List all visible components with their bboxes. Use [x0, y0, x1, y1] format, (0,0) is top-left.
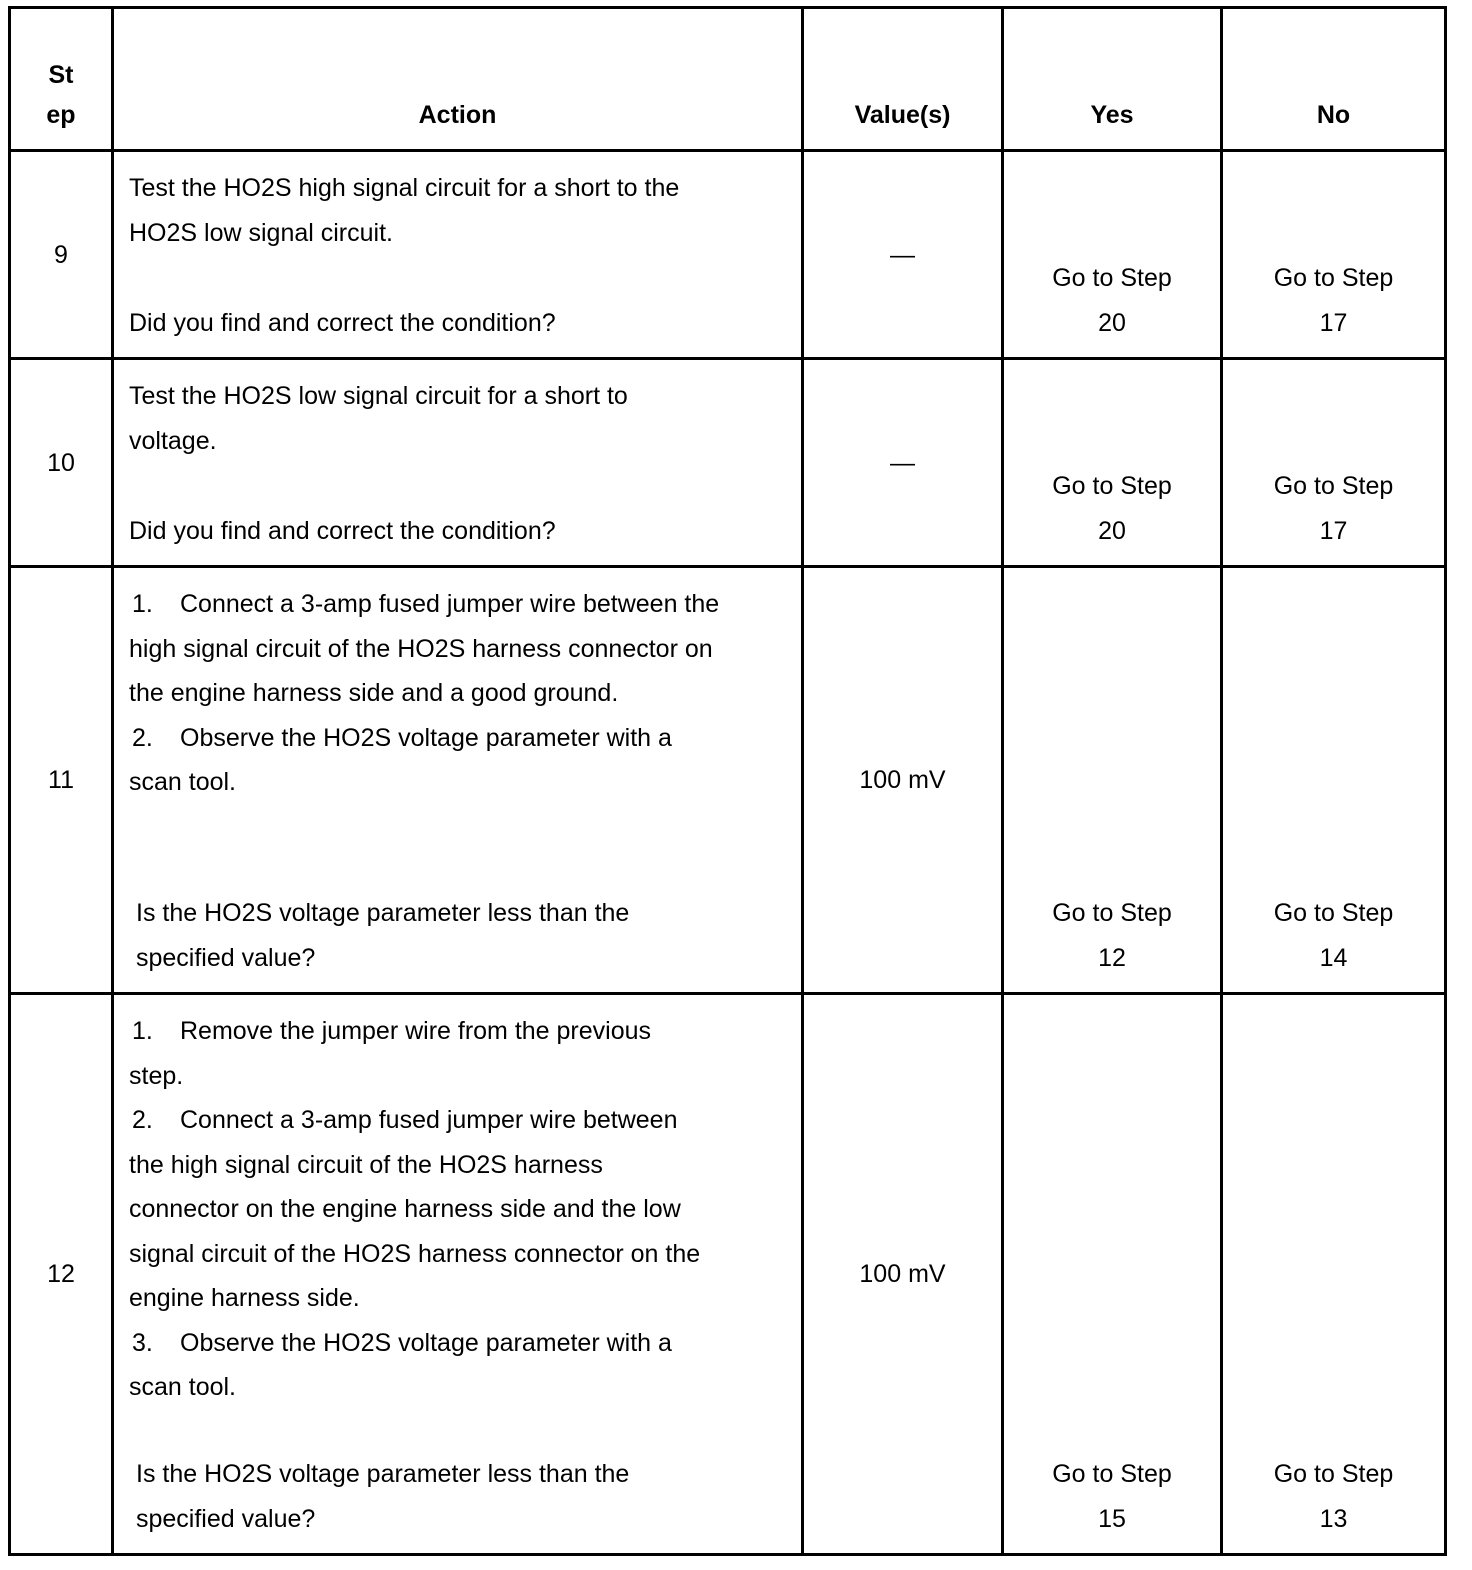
header-no-cell — [1222, 8, 1446, 151]
item-text: Connect a 3-amp fused jumper wire between the high signal circuit of the HO2S harness connector on the engine harness side and the low signal circuit of the HO2S harness connector on the engine harness side. — [129, 1106, 701, 1312]
action-question: Is the HO2S voltage parameter less than the specified value? — [136, 1460, 630, 1533]
table-row — [10, 151, 1446, 359]
no-goto: Go to Step 17 — [1273, 472, 1394, 545]
value-cell — [803, 359, 1003, 567]
value-cell — [803, 567, 1003, 994]
action-cell — [113, 567, 803, 994]
action-text: Test the HO2S high signal circuit for a short to the HO2S low signal circuit. — [129, 174, 680, 247]
header-step-cell — [10, 8, 113, 151]
action-question: Did you find and correct the condition? — [129, 516, 556, 545]
value-text: 100 mV — [859, 766, 946, 794]
item-text: Connect a 3-amp fused jumper wire between the high signal circuit of the HO2S harness connector on the engine harness side and a good ground. — [129, 590, 720, 707]
item-number: 2. — [132, 1106, 153, 1134]
value-text: 100 mV — [859, 1260, 946, 1288]
diagnostic-table — [8, 6, 1447, 1556]
header-row — [10, 8, 1446, 151]
yes-goto: Go to Step 15 — [1052, 1460, 1172, 1533]
action-text: Test the HO2S low signal circuit for a short to voltage. — [129, 382, 628, 455]
table-row — [10, 359, 1446, 567]
no-cell — [1222, 359, 1446, 567]
header-action-cell — [113, 8, 803, 151]
no-goto: Go to Step 14 — [1273, 899, 1394, 972]
step-number: 11 — [48, 766, 74, 794]
action-list-item — [129, 1098, 704, 1321]
header-no-label: No — [1316, 101, 1351, 129]
item-number: 3. — [132, 1328, 153, 1357]
step-cell — [10, 151, 113, 359]
yes-cell — [1003, 359, 1222, 567]
no-cell — [1222, 994, 1446, 1555]
action-cell — [113, 359, 803, 567]
action-list-item — [129, 716, 704, 805]
value-text: — — [890, 448, 915, 477]
action-question: Did you find and correct the condition? — [129, 308, 556, 337]
yes-goto: Go to Step 20 — [1052, 472, 1172, 545]
no-goto: Go to Step 17 — [1273, 264, 1394, 337]
header-values-cell — [803, 8, 1003, 151]
item-number: 2. — [132, 723, 153, 752]
yes-cell — [1003, 994, 1222, 1555]
header-yes-label: Yes — [1090, 101, 1134, 129]
no-cell — [1222, 567, 1446, 994]
step-cell — [10, 359, 113, 567]
value-cell — [803, 151, 1003, 359]
action-list-item — [129, 582, 749, 716]
yes-cell — [1003, 151, 1222, 359]
item-number: 1. — [132, 1017, 153, 1045]
step-cell — [10, 567, 113, 994]
value-cell — [803, 994, 1003, 1555]
item-text: Observe the HO2S voltage parameter with a scan tool. — [129, 723, 672, 796]
step-number: 10 — [47, 448, 75, 477]
header-yes-cell — [1003, 8, 1222, 151]
yes-cell — [1003, 567, 1222, 994]
no-goto: Go to Step 13 — [1273, 1460, 1394, 1533]
item-text: Observe the HO2S voltage parameter with a scan tool. — [129, 1328, 672, 1401]
yes-goto: Go to Step 20 — [1052, 264, 1172, 337]
header-values-label: Value(s) — [854, 101, 951, 129]
step-number: 12 — [47, 1260, 75, 1288]
action-cell — [113, 151, 803, 359]
header-action-label: Action — [418, 101, 497, 129]
step-cell — [10, 994, 113, 1555]
no-cell — [1222, 151, 1446, 359]
table-row — [10, 994, 1446, 1555]
step-number: 9 — [54, 240, 68, 269]
header-step-label: St ep — [46, 61, 76, 129]
value-text: — — [890, 240, 915, 269]
action-cell — [113, 994, 803, 1555]
yes-goto: Go to Step 12 — [1052, 899, 1172, 972]
action-list-item — [129, 1321, 704, 1410]
action-list-item — [129, 1009, 704, 1098]
action-question: Is the HO2S voltage parameter less than the specified value? — [136, 899, 630, 972]
item-text: Remove the jumper wire from the previous step. — [129, 1017, 652, 1090]
table-row — [10, 567, 1446, 994]
item-number: 1. — [132, 590, 153, 618]
